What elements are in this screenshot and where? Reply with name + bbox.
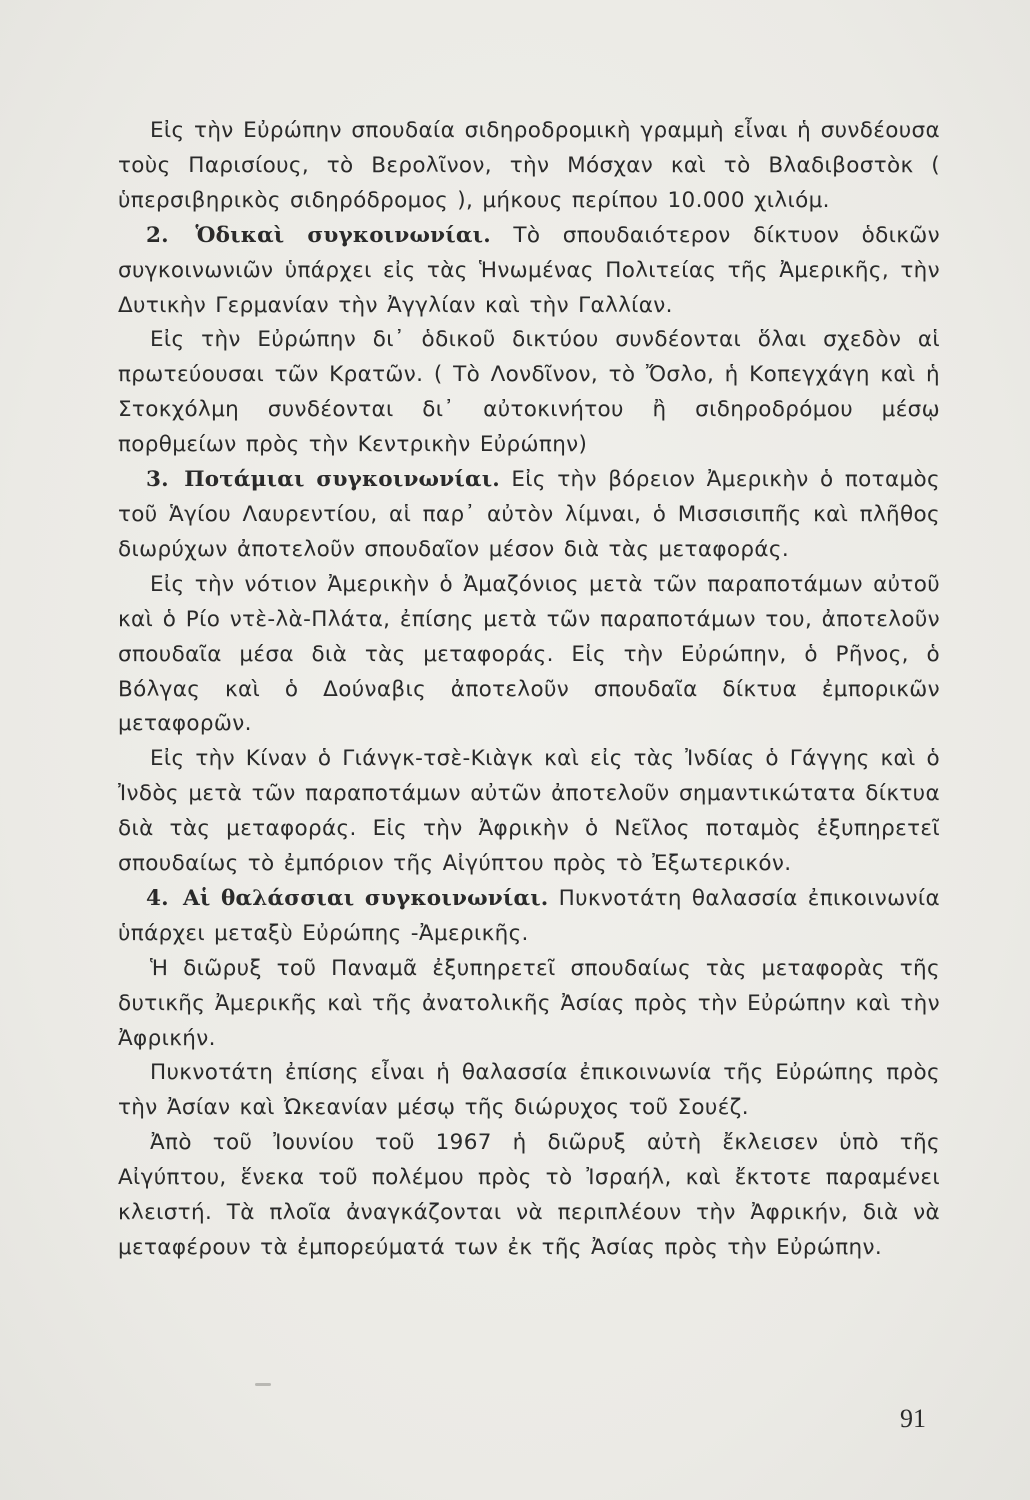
section-heading: Αἱ θαλάσσιαι συγκοινωνίαι. (182, 885, 549, 911)
section-heading: Ποτάμιαι συγκοινωνίαι. (184, 467, 500, 493)
paragraph (118, 952, 940, 1057)
paragraph (118, 114, 940, 219)
print-smudge (255, 1383, 271, 1386)
paragraph (118, 568, 940, 743)
paragraph (118, 1056, 940, 1126)
paragraph-text: Τὸ σπουδαιότερον δίκτυον ὁδικῶν συγκοινωνιῶν ὑπάρχει εἰς τὰς Ἡνωμένας Πολιτείας τῆς Ἀμερικῆς, τὴν Δυτικὴν Γερμανίαν τὴν Ἀγγλίαν καὶ τὴν Γαλλίαν. (118, 222, 941, 318)
paragraph-text: Εἰς τὴν Εὐρώπην δι᾽ ὁδικοῦ δικτύου συνδέονται ὅλαι σχεδὸν αἱ πρωτεύουσαι τῶν Κρατῶν. ( Τὸ Λονδῖνον, τὸ Ὄσλο, ἡ Κοπεγχάγη καὶ ἡ Στοκχόλμη συνδέονται δι᾽ αὐτοκινήτου ἢ σιδηροδρόμου μέσῳ πορθμείων πρὸς τὴν Κεντρικὴν Εὐρώπην) (118, 327, 940, 458)
section-paragraph (118, 463, 940, 568)
paragraph-text: Εἰς τὴν νότιον Ἀμερικὴν ὁ Ἀμαζόνιος μετὰ τῶν παραποτάμων αὐτοῦ καὶ ὁ Ρίο ντὲ-λὰ-Πλάτα, ἐπίσης μετὰ τῶν παραποτάμων του, ἀποτελοῦν σπουδαῖα μέσα διὰ τὰς μεταφοράς. Εἰς τὴν Εὐρώπην, ὁ Ρῆνος, ὁ Βόλγας καὶ ὁ Δούναβις ἀποτελοῦν σπουδαῖα δίκτυα ἐμπορικῶν μεταφορῶν. (118, 571, 940, 737)
section-number: 2. (146, 222, 169, 248)
paragraph-text: Πυκνοτάτη ἐπίσης εἶναι ἡ θαλασσία ἐπικοινωνία τῆς Εὐρώπης πρὸς τὴν Ἀσίαν καὶ Ὠκεανίαν μέσῳ τῆς διώρυχος τοῦ Σουέζ. (118, 1060, 940, 1121)
paragraph-text: Πυκνοτάτη θαλασσία ἐπικοινωνία ὑπάρχει μεταξὺ Εὐρώπης -Ἀμερικῆς. (118, 885, 940, 946)
paragraph-text: Εἰς τὴν Κίναν ὁ Γιάνγκ-τσὲ-Κιὰγκ καὶ εἰς τὰς Ἰνδίας ὁ Γάγγης καὶ ὁ Ἰνδὸς μετὰ τῶν παραποτάμων αὐτῶν ἀποτελοῦν σημαντικώτατα δίκτυα διὰ τὰς μεταφοράς. Εἰς τὴν Ἀφρικὴν ὁ Νεῖλος ποταμὸς ἐξυπηρετεῖ σπουδαίως τὸ ἐμπόριον τῆς Αἰγύπτου πρὸς τὸ Ἐξωτερικόν. (118, 746, 940, 877)
section-paragraph (118, 882, 940, 952)
body-text (118, 114, 940, 1266)
paragraph (118, 1126, 940, 1266)
paragraph-text: Εἰς τὴν Εὐρώπην σπουδαία σιδηροδρομικὴ γραμμὴ εἶναι ἡ συνδέουσα τοὺς Παρισίους, τὸ Βερολῖνον, τὴν Μόσχαν καὶ τὸ Βλαδιβοστὸκ ( ὑπερσιβηρικὸς σιδηρόδρομος ), μήκους περίπου 10.000 χιλιόμ. (118, 118, 940, 213)
paragraph (118, 323, 940, 463)
page-number: 91 (900, 1404, 926, 1433)
section-number: 4. (146, 885, 169, 911)
section-heading: Ὁδικαὶ συγκοινωνίαι. (195, 222, 491, 248)
paragraph-text: Ἡ διῶρυξ τοῦ Παναμᾶ ἐξυπηρετεῖ σπουδαίως τὰς μεταφορὰς τῆς δυτικῆς Ἀμερικῆς καὶ τῆς ἀνατολικῆς Ἀσίας πρὸς τὴν Εὐρώπην καὶ τὴν Ἀφρικήν. (118, 955, 940, 1051)
section-number: 3. (146, 467, 169, 493)
paragraph-text: Εἰς τὴν βόρειον Ἀμερικὴν ὁ ποταμὸς τοῦ Ἁγίου Λαυρεντίου, αἱ παρ᾽ αὐτὸν λίμναι, ὁ Μισσισιπῆς καὶ πλῆθος διωρύχων ἀποτελοῦν σπουδαῖον μέσον διὰ τὰς μεταφοράς. (118, 467, 940, 562)
paragraph (118, 742, 940, 882)
paragraph-text: Ἀπὸ τοῦ Ἰουνίου τοῦ 1967 ἡ διῶρυξ αὐτὴ ἔκλεισεν ὑπὸ τῆς Αἰγύπτου, ἕνεκα τοῦ πολέμου πρὸς τὸ Ἰσραήλ, καὶ ἔκτοτε παραμένει κλειστή. Τὰ πλοῖα ἀναγκάζονται νὰ περιπλέουν τὴν Ἀφρικήν, διὰ νὰ μεταφέρουν τὰ ἐμπορεύματά των ἐκ τῆς Ἀσίας πρὸς τὴν Εὐρώπην. (118, 1130, 940, 1260)
section-paragraph (118, 219, 940, 324)
